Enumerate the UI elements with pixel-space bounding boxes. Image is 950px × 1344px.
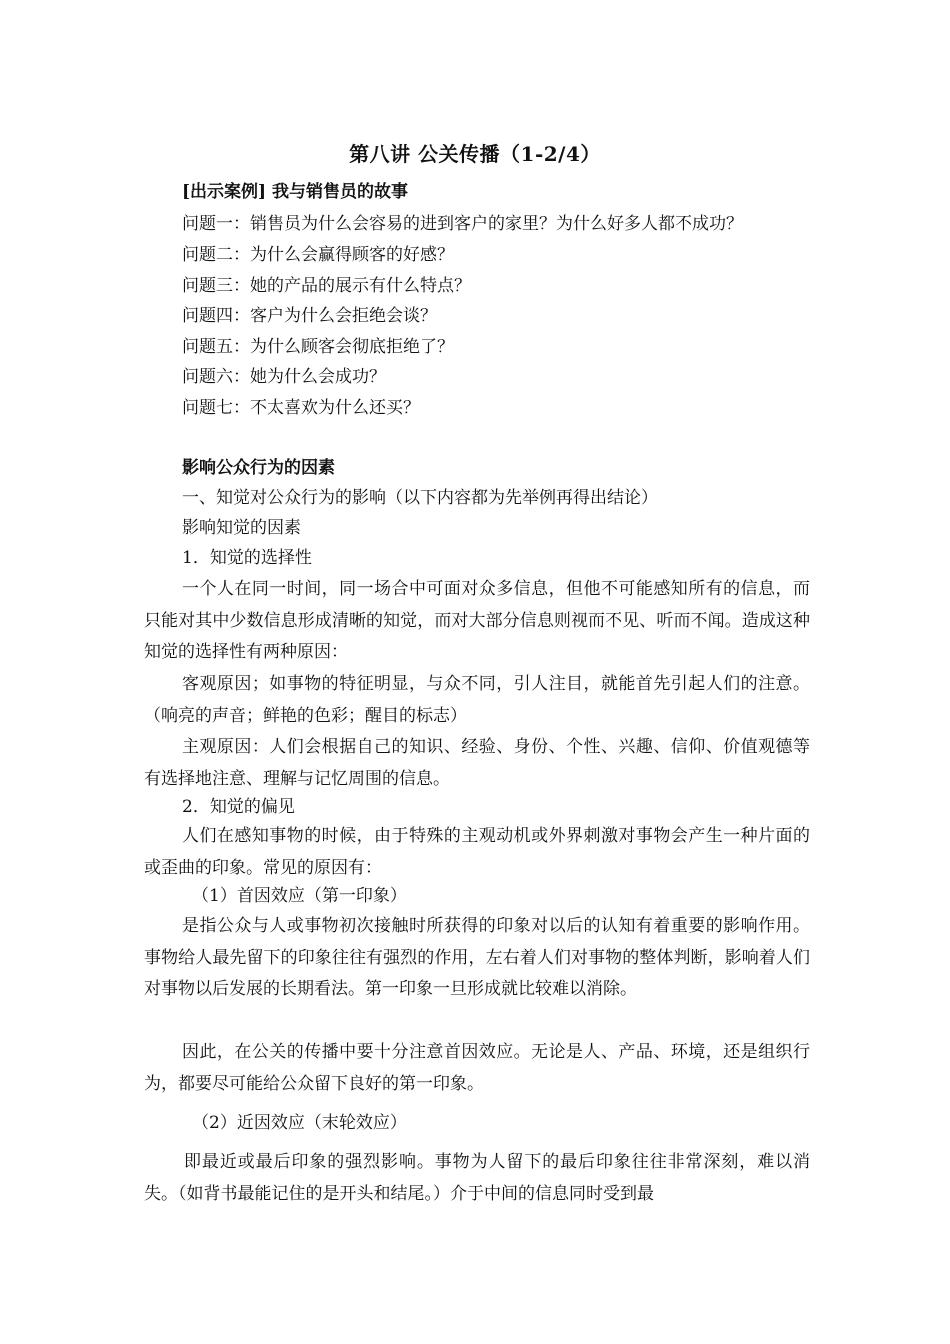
section-heading: 影响公众行为的因素 bbox=[182, 458, 335, 478]
paragraph-4: 人们在感知事物的时候，由于特殊的主观动机或外界刺激对事物会产生一种片面的或歪曲的印象。常见的原因有： bbox=[144, 826, 810, 878]
paragraph-3: 主观原因：人们会根据自己的知识、经验、身份、个性、兴趣、信仰、价值观德等有选择地注意、理解与记忆周围的信息。 bbox=[144, 737, 810, 789]
question-2: 问题二：为什么会赢得顾客的好感？ bbox=[182, 245, 454, 265]
item-heading-1: 1．知觉的选择性 bbox=[182, 548, 312, 568]
subsection-heading: 一、知觉对公众行为的影响（以下内容都为先举例再得出结论） bbox=[182, 488, 658, 508]
paragraph-2: 客观原因；如事物的特征明显，与众不同，引人注目，就能首先引起人们的注意。（响亮的声音；鲜艳的色彩；醒目的标志） bbox=[144, 674, 810, 726]
question-5: 问题五：为什么顾客会彻底拒绝了？ bbox=[182, 337, 454, 357]
sub-item-heading-2: （2）近因效应（末轮效应） bbox=[192, 1113, 407, 1133]
case-heading: [出示案例] 我与销售员的故事 bbox=[182, 182, 409, 202]
document-title: 第八讲 公关传播（1-2/4） bbox=[349, 142, 601, 166]
paragraph-7: 即最近或最后印象的强烈影响。事物为人留下的最后印象往往非常深刻，难以消失。（如背书最能记住的是开头和结尾。）介于中间的信息同时受到最 bbox=[144, 1152, 810, 1204]
question-4: 问题四：客户为什么会拒绝会谈？ bbox=[182, 306, 437, 326]
paragraph-1: 一个人在同一时间，同一场合中可面对众多信息，但他不可能感知所有的信息，而只能对其中少数信息形成清晰的知觉，而对大部分信息则视而不见、听而不闻。造成这种知觉的选择性有两种原因： bbox=[144, 579, 810, 662]
paragraph-6: 因此，在公关的传播中要十分注意首因效应。无论是人、产品、环境，还是组织行为，都要尽可能给公众留下良好的第一印象。 bbox=[144, 1042, 810, 1094]
paragraph-5: 是指公众与人或事物初次接触时所获得的印象对以后的认知有着重要的影响作用。事物给人最先留下的印象往往有强烈的作用，左右着人们对事物的整体判断，影响着人们对事物以后发展的长期看法。第一印象一旦形成就比较难以消除。 bbox=[144, 916, 810, 999]
question-6: 问题六：她为什么会成功？ bbox=[182, 367, 386, 387]
question-1: 问题一：销售员为什么会容易的进到客户的家里？为什么好多人都不成功？ bbox=[182, 214, 743, 234]
question-3: 问题三：她的产品的展示有什么特点？ bbox=[182, 276, 471, 296]
item-heading-2: 2．知觉的偏见 bbox=[182, 797, 295, 817]
question-7: 问题七：不太喜欢为什么还买？ bbox=[182, 398, 420, 418]
sub-item-heading-1: （1）首因效应（第一印象） bbox=[192, 886, 407, 906]
subsection-subheading: 影响知觉的因素 bbox=[182, 518, 301, 538]
